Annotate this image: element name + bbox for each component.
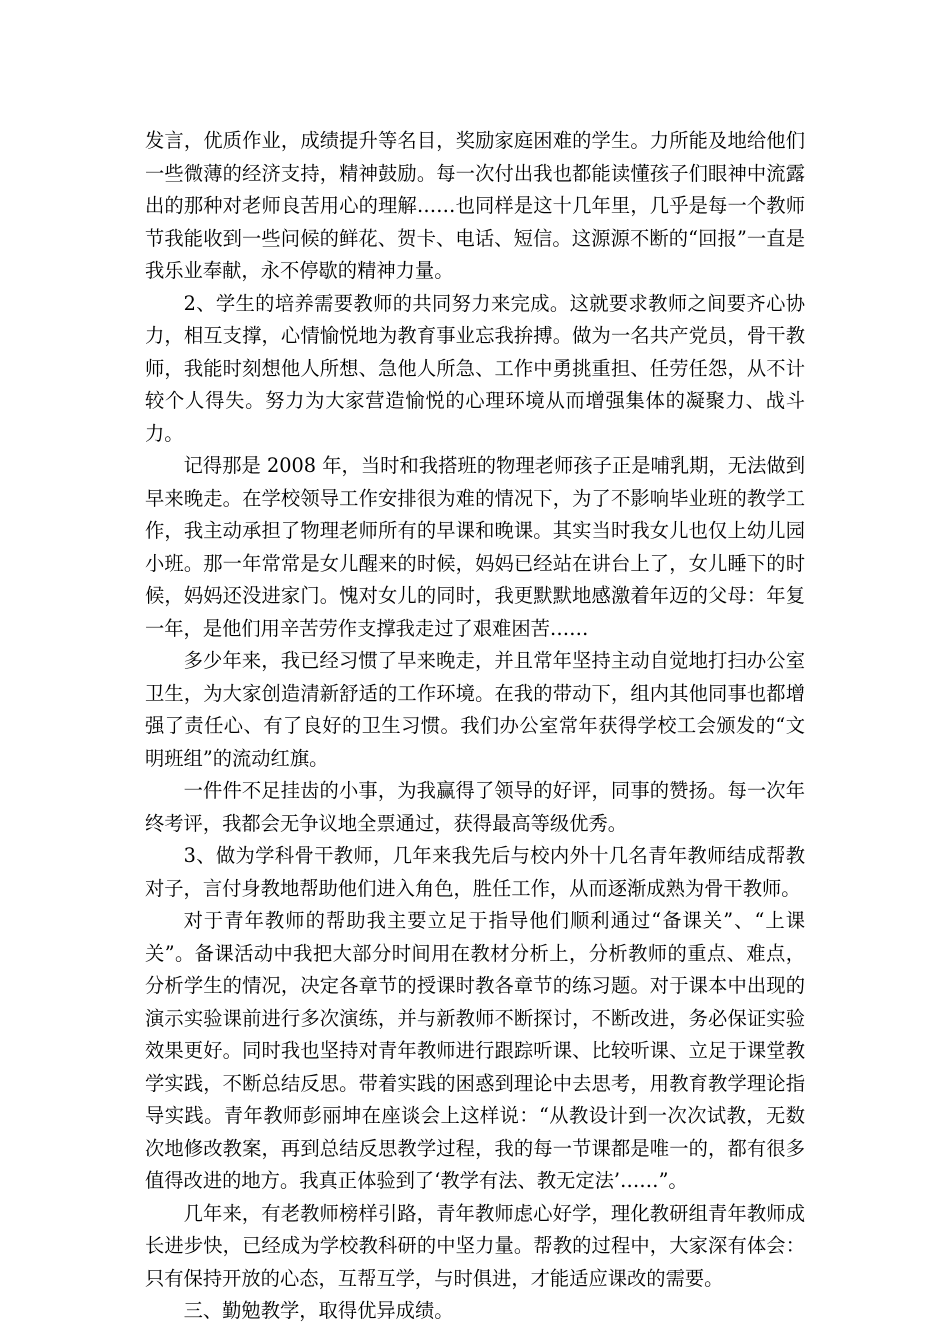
paragraph-9: 三、勤勉教学，取得优异成绩。 xyxy=(183,1299,454,1322)
paragraph-4: 多少年来，我已经习惯了早来晚走，并且常年坚持主动自觉地打扫办公室卫生，为大家创造清新舒适的工作环境。在我的带动下，组内其他同事也都增强了责任心、有了良好的卫生习惯。我们办公室常年获得学校工会颁发的“文明班组”的流动红旗。 xyxy=(145,649,805,770)
paragraph-6: 3、做为学科骨干教师，几年来我先后与校内外十几名青年教师结成帮教对子，言付身教地帮助他们进入角色，胜任工作，从而逐渐成熟为骨干教师。 xyxy=(145,844,805,900)
paragraph-8: 几年来，有老教师榜样引路，青年教师虑心好学，理化教研组青年教师成长进步快，已经成为学校教科研的中坚力量。帮教的过程中，大家深有体会：只有保持开放的心态，互帮互学，与时俱进，才能适应课改的需要。 xyxy=(145,1201,805,1290)
paragraph-3: 记得那是 2008 年，当时和我搭班的物理老师孩子正是哺乳期，无法做到早来晚走。在学校领导工作安排很为难的情况下，为了不影响毕业班的教学工作，我主动承担了物理老师所有的早课和晚课。其实当时我女儿也仅上幼儿园小班。那一年常常是女儿醒来的时候，妈妈已经站在讲台上了，女儿睡下的时候，妈妈还没进家门。愧对女儿的同时，我更默默地感激着年迈的父母：年复一年，是他们用辛苦劳作支撑我走过了艰难困苦…… xyxy=(145,454,805,640)
paragraph-2: 2、学生的培养需要教师的共同努力来完成。这就要求教师之间要齐心协力，相互支撑，心情愉悦地为教育事业忘我拚搏。做为一名共产党员，骨干教师，我能时刻想他人所想、急他人所急、工作中勇挑重担、任劳任怨，从不计较个人得失。努力为大家营造愉悦的心理环境从而增强集体的凝聚力、战斗力。 xyxy=(145,291,805,445)
paragraph-1: 发言，优质作业，成绩提升等名目，奖励家庭困难的学生。力所能及地给他们一些微薄的经济支持，精神鼓励。每一次付出我也都能读懂孩子们眼神中流露出的那种对老师良苦用心的理解……也同样是这十几年里，几乎是每一个教师节我能收到一些问候的鲜花、贺卡、电话、短信。这源源不断的“回报”一直是我乐业奉献，永不停歇的精神力量。 xyxy=(145,129,805,282)
document-page xyxy=(145,125,805,1328)
paragraph-7: 对于青年教师的帮助我主要立足于指导他们顺利通过“备课关”、“上课关”。备课活动中我把大部分时间用在教材分析上，分析教师的重点、难点，分析学生的情况，决定各章节的授课时教各章节的练习题。对于课本中出现的演示实验课前进行多次演练，并与新教师不断探讨，不断改进，务必保证实验效果更好。同时我也坚持对青年教师进行跟踪听课、比较听课、立足于课堂教学实践，不断总结反思。带着实践的困惑到理论中去思考，用教育教学理论指导实践。青年教师彭丽坤在座谈会上这样说：“从教设计到一次次试教，无数次地修改教案，再到总结反思教学过程，我的每一节课都是唯一的，都有很多值得改进的地方。我真正体验到了‘教学有法、教无定法’……”。 xyxy=(145,909,805,1192)
paragraph-5: 一件件不足挂齿的小事，为我赢得了领导的好评，同事的赞扬。每一次年终考评，我都会无争议地全票通过，获得最高等级优秀。 xyxy=(145,779,805,835)
